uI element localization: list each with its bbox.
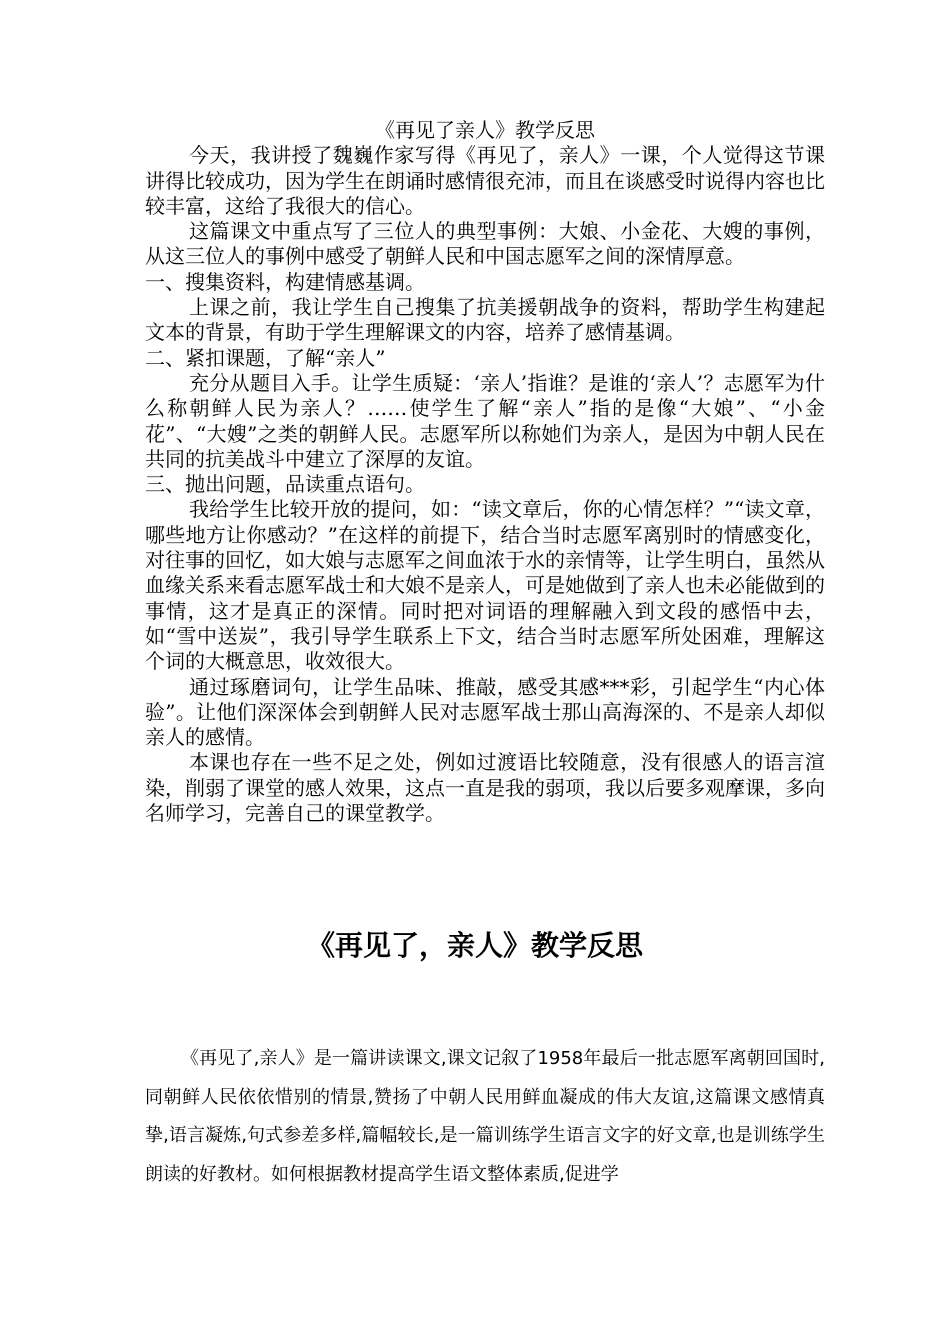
reflection-section-1 [145,118,825,826]
paragraph-point-1: 上课之前，我让学生自己搜集了抗美援朝战争的资料，帮助学生构建起文本的背景，有助于学生理解课文的内容，培养了感情基调。 [145,295,825,345]
paragraph-intro: 今天，我讲授了魏巍作家写得《再见了，亲人》一课，个人觉得这节课讲得比较成功，因为学生在朗诵时感情很充沛，而且在谈感受时说得内容也比较丰富，这给了我很大的信心。 [145,143,825,218]
paragraph-point-2: 充分从题目入手。让学生质疑：‘亲人’指谁？是谁的‘亲人’？志愿军为什么称朝鲜人民为亲人？……使学生了解“亲人”指的是像“大娘”、“小金花”、“大嫂”之类的朝鲜人民。志愿军所以称她们为亲人，是因为中朝人民在共同的抗美战斗中建立了深厚的友谊。 [145,370,825,471]
paragraph-shortcomings: 本课也存在一些不足之处，例如过渡语比较随意，没有很感人的语言渲染，削弱了课堂的感人效果，这点一直是我的弱项，我以后要多观摩课，多向名师学习，完善自己的课堂教学。 [145,750,825,826]
heading-point-2: 二、紧扣课题，了解“亲人” [145,345,386,370]
heading-point-1: 一、搜集资料，构建情感基调。 [145,269,425,294]
paragraph-point-3: 我给学生比较开放的提问，如：“读文章后，你的心情怎样？”“读文章，哪些地方让你感动？”在这样的前提下，结合当时志愿军离别时的情感变化，对往事的回忆，如大娘与志愿军之间血浓于水的亲情等，让学生明白，虽然从血缘关系来看志愿军战士和大娘不是亲人，可是她做到了亲人也未必能做到的事情，这才是真正的深情。同时把对词语的理解融入到文段的感悟中去，如“雪中送炭”，我引导学生联系上下文，结合当时志愿军所处困难，理解这个词的大概意思，收效很大。 [145,497,825,674]
paragraph-key-figures: 这篇课文中重点写了三位人的典型事例：大娘、小金花、大嫂的事例，从这三位人的事例中感受了朝鲜人民和中国志愿军之间的深情厚意。 [145,219,825,269]
heading-point-3: 三、抛出问题，品读重点语句。 [145,472,425,497]
reflection-section-2 [145,1040,825,1194]
section-1-title: 《再见了亲人》教学反思 [375,118,595,142]
section-2-title: 《再见了，亲人》教学反思 [306,929,643,962]
paragraph-lesson-overview: 《再见了,亲人》是一篇讲读课文,课文记叙了1958年最后一批志愿军离朝回国时,同朝鲜人民依依惜别的情景,赞扬了中朝人民用鲜血凝成的伟大友谊,这篇课文感情真挚,语言凝炼,句式参差多样,篇幅较长,是一篇训练学生语言文字的好文章,也是训练学生朗读的好教材。如何根据教材提高学生语文整体素质,促进学 [145,1048,825,1185]
paragraph-word-study: 通过琢磨词句，让学生品味、推敲，感受其感***彩，引起学生“内心体验”。让他们深深体会到朝鲜人民对志愿军战士那山高海深的、不是亲人却似亲人的感情。 [145,674,825,750]
